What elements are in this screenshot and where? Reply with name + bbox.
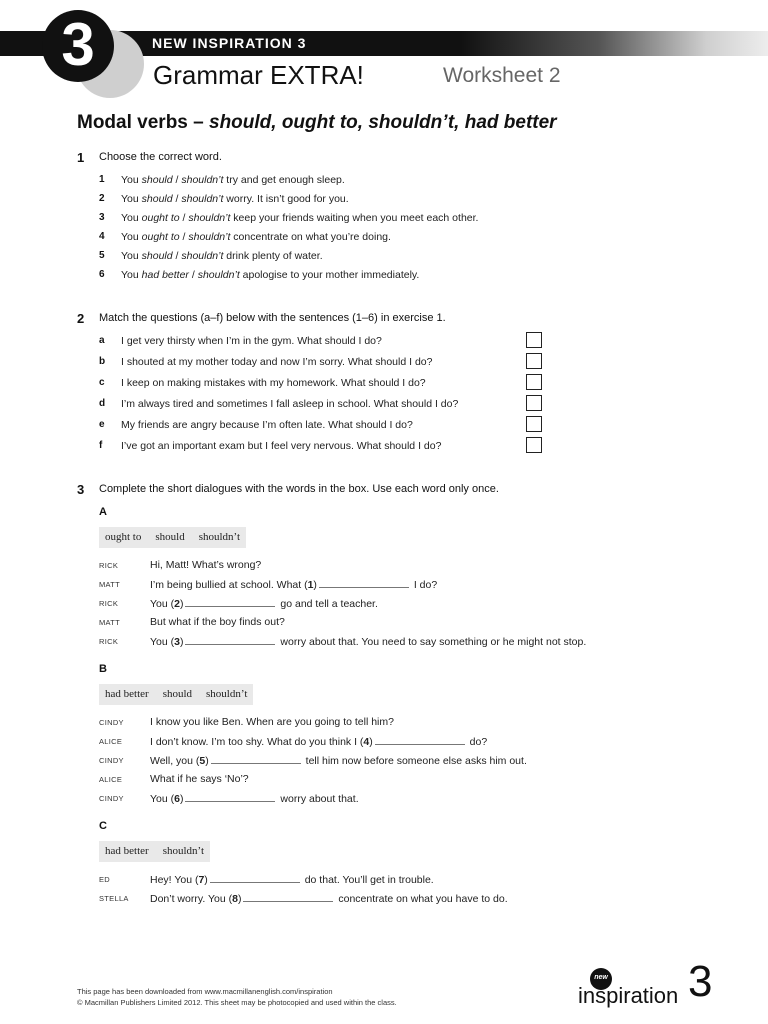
dialogue-line	[150, 873, 434, 886]
item-text: I keep on making mistakes with my homework. What should I do?	[121, 377, 426, 389]
worksheet-label: Worksheet 2	[443, 64, 561, 87]
unit-number-badge	[42, 10, 114, 82]
dialogue-line	[150, 892, 508, 905]
speaker-name: STELLA	[99, 894, 129, 903]
option-2: shouldn’t	[188, 231, 231, 243]
logo-badge-text: new	[594, 974, 608, 981]
dialogue-pre: I know you like Ben. When are you going to tell him?	[150, 716, 394, 728]
item-text: My friends are angry because I’m often late. What should I do?	[121, 419, 413, 431]
answer-blank[interactable]	[185, 635, 275, 645]
dialogue-line	[150, 773, 249, 785]
speaker-name: ALICE	[99, 737, 123, 746]
word-option: ought to	[105, 531, 142, 543]
dialogue-gap-close: )	[179, 636, 184, 648]
exercise-1-number: 1	[77, 150, 85, 165]
speaker-name: RICK	[99, 599, 119, 608]
heading-italic: should, ought to, shouldn’t, had better	[209, 112, 557, 133]
item-post: apologise to your mother immediately.	[239, 269, 420, 281]
item-post: drink plenty of water.	[223, 250, 323, 262]
item-number: 5	[99, 250, 105, 261]
option-2: shouldn’t	[181, 174, 224, 186]
word-option: had better	[105, 688, 149, 700]
dialogue-gap-close: )	[204, 874, 208, 886]
word-box-b	[99, 684, 253, 705]
dialogue-line	[150, 735, 487, 748]
item-text: I get very thirsty when I’m in the gym. What should I do?	[121, 335, 382, 347]
option-1: should	[141, 193, 173, 205]
dialogue-gap-close: )	[179, 793, 184, 805]
dialogue-post: I do?	[410, 579, 438, 591]
dialogue-a-label: A	[99, 506, 107, 518]
dialogue-post: go and tell a teacher.	[277, 598, 378, 610]
item-number: 3	[99, 212, 105, 223]
item-letter: a	[99, 335, 105, 346]
item-letter: b	[99, 356, 106, 367]
word-option: had better	[105, 845, 149, 857]
word-box-a	[99, 527, 246, 548]
dialogue-post: do?	[466, 736, 488, 748]
option-separator: /	[179, 231, 189, 243]
speaker-name: ED	[99, 875, 111, 884]
dialogue-pre: Hey! You (	[150, 874, 199, 886]
item-post: worry. It isn’t good for you.	[223, 193, 349, 205]
footer-download-note: This page has been downloaded from www.macmillanenglish.com/inspiration	[77, 987, 333, 996]
dialogue-gap-close: )	[369, 736, 373, 748]
item-number: 4	[99, 231, 105, 242]
dialogue-gap-close: )	[237, 893, 242, 905]
section-heading	[77, 112, 557, 134]
item-text	[121, 212, 478, 224]
item-number: 6	[99, 269, 105, 280]
dialogue-line	[150, 754, 527, 767]
option-2: shouldn’t	[181, 193, 224, 205]
dialogue-pre: You (	[150, 793, 175, 805]
option-1: ought to	[141, 231, 180, 243]
dialogue-pre: Hi, Matt! What’s wrong?	[150, 559, 262, 571]
dialogue-post: do that. You’ll get in trouble.	[301, 874, 434, 886]
item-letter: d	[99, 398, 106, 409]
item-text: I’m always tired and sometimes I fall asleep in school. What should I do?	[121, 398, 459, 410]
speaker-name: RICK	[99, 637, 119, 646]
item-letter: c	[99, 377, 105, 388]
speaker-name: RICK	[99, 561, 119, 570]
answer-blank[interactable]	[243, 892, 333, 902]
speaker-name: MATT	[99, 580, 121, 589]
dialogue-pre: You (	[150, 636, 175, 648]
dialogue-pre: Don’t worry. You (	[150, 893, 233, 905]
item-letter: e	[99, 419, 105, 430]
heading-prefix: Modal verbs –	[77, 112, 209, 133]
option-2: shouldn’t	[188, 212, 231, 224]
item-text: I shouted at my mother today and now I’m sorry. What should I do?	[121, 356, 433, 368]
gap-number: 1	[307, 579, 314, 591]
logo-number: 3	[688, 957, 713, 1006]
answer-box[interactable]	[526, 374, 542, 390]
item-text	[121, 250, 323, 262]
dialogue-gap-close: )	[179, 598, 184, 610]
answer-box[interactable]	[526, 353, 542, 369]
item-pre: You	[121, 174, 142, 186]
word-option: shouldn’t	[198, 531, 241, 543]
item-post: try and get enough sleep.	[223, 174, 345, 186]
gap-number: 5	[199, 755, 206, 767]
item-text: I’ve got an important exam but I feel very nervous. What should I do?	[121, 440, 442, 452]
dialogue-line	[150, 635, 586, 648]
answer-blank[interactable]	[210, 873, 300, 883]
answer-box[interactable]	[526, 332, 542, 348]
speaker-name: ALICE	[99, 775, 123, 784]
speaker-name: CINDY	[99, 794, 124, 803]
dialogue-c-label: C	[99, 820, 107, 832]
exercise-2-instruction: Match the questions (a–f) below with the sentences (1–6) in exercise 1.	[99, 312, 446, 324]
gap-number: 2	[174, 598, 180, 610]
option-1: should	[141, 174, 173, 186]
word-option: shouldn’t	[206, 688, 248, 700]
item-pre: You	[121, 193, 142, 205]
dialogue-line	[150, 792, 359, 805]
option-1: had better	[141, 269, 189, 281]
speaker-name: CINDY	[99, 718, 124, 727]
dialogue-pre: But what if the boy finds out?	[150, 616, 285, 628]
dialogue-line	[150, 597, 378, 610]
dialogue-post: tell him now before someone else asks him out.	[302, 755, 527, 767]
unit-number: 3	[61, 11, 95, 78]
option-separator: /	[172, 193, 182, 205]
item-text	[121, 193, 349, 205]
exercise-1-instruction: Choose the correct word.	[99, 151, 222, 163]
item-pre: You	[121, 212, 142, 224]
answer-box[interactable]	[526, 395, 542, 411]
dialogue-post: worry about that.	[277, 793, 359, 805]
dialogue-pre: What if he says ‘No’?	[150, 773, 249, 785]
word-box-c	[99, 841, 210, 862]
option-2: shouldn’t	[197, 269, 240, 281]
option-separator: /	[172, 174, 182, 186]
answer-blank[interactable]	[211, 754, 301, 764]
option-1: should	[141, 250, 173, 262]
gap-number: 8	[232, 893, 238, 905]
speaker-name: MATT	[99, 618, 121, 627]
gap-number: 3	[174, 636, 180, 648]
item-pre: You	[121, 269, 142, 281]
option-separator: /	[179, 212, 189, 224]
item-post: concentrate on what you’re doing.	[230, 231, 391, 243]
gap-number: 6	[174, 793, 180, 805]
answer-blank[interactable]	[375, 735, 465, 745]
dialogue-gap-close: )	[205, 755, 209, 767]
gap-number: 4	[363, 736, 370, 748]
item-text	[121, 174, 345, 186]
item-letter: f	[99, 440, 103, 451]
item-text	[121, 269, 419, 281]
option-separator: /	[188, 269, 198, 281]
dialogue-pre: Well, you (	[150, 755, 200, 767]
answer-blank[interactable]	[185, 597, 275, 607]
dialogue-post: worry about that. You need to say something or he might not stop.	[277, 636, 587, 648]
option-separator: /	[172, 250, 182, 262]
series-name: NEW INSPIRATION 3	[152, 35, 307, 51]
word-option: should	[155, 531, 185, 543]
answer-box[interactable]	[526, 437, 542, 453]
logo-wordmark: inspiration	[578, 983, 679, 1008]
dialogue-line	[150, 559, 261, 571]
dialogue-b-label: B	[99, 663, 107, 675]
dialogue-gap-close: )	[313, 579, 317, 591]
dialogue-line	[150, 716, 394, 728]
footer-copyright: © Macmillan Publishers Limited 2012. This sheet may be photocopied and used within the class.	[77, 998, 397, 1007]
exercise-3-instruction: Complete the short dialogues with the words in the box. Use each word only once.	[99, 483, 499, 495]
exercise-2-number: 2	[77, 311, 85, 326]
page-title: Grammar EXTRA!	[153, 60, 364, 90]
answer-blank[interactable]	[185, 792, 275, 802]
exercise-3-number: 3	[77, 482, 85, 497]
option-1: ought to	[141, 212, 180, 224]
item-pre: You	[121, 250, 142, 262]
item-text	[121, 231, 391, 243]
dialogue-post: concentrate on what you have to do.	[335, 893, 508, 905]
dialogue-line	[150, 616, 285, 628]
dialogue-pre: I’m being bullied at school. What (	[150, 579, 308, 591]
dialogue-pre: You (	[150, 598, 175, 610]
item-pre: You	[121, 231, 142, 243]
answer-box[interactable]	[526, 416, 542, 432]
item-number: 2	[99, 193, 105, 204]
word-option: shouldn’t	[162, 845, 205, 857]
item-number: 1	[99, 174, 105, 185]
dialogue-pre: I don’t know. I’m too shy. What do you think I (	[150, 736, 364, 748]
word-option: should	[162, 688, 193, 700]
option-2: shouldn’t	[181, 250, 224, 262]
item-post: keep your friends waiting when you meet each other.	[230, 212, 479, 224]
dialogue-line	[150, 578, 437, 591]
answer-blank[interactable]	[319, 578, 409, 588]
speaker-name: CINDY	[99, 756, 124, 765]
gap-number: 7	[198, 874, 205, 886]
